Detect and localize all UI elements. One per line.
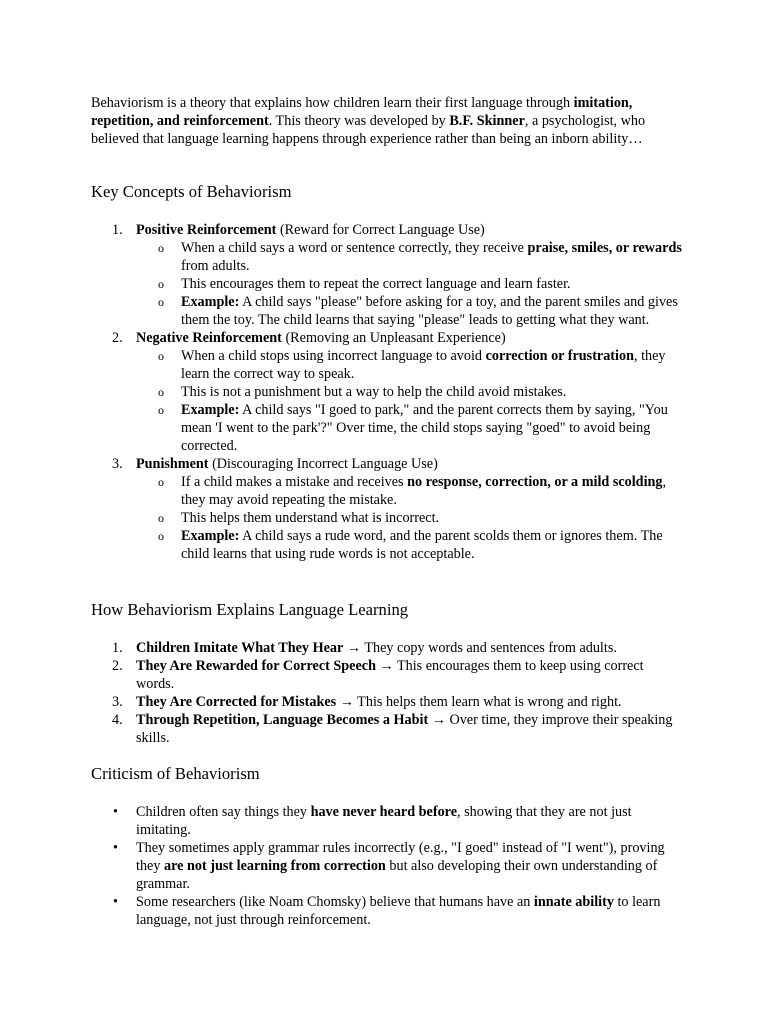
key-concepts-list xyxy=(91,221,683,563)
sub-marker: o xyxy=(158,385,164,399)
arrow-icon: → xyxy=(431,712,446,728)
sub-text: When a child stops using incorrect language to avoid xyxy=(181,348,486,364)
sub-bold: correction or frustration xyxy=(485,348,634,364)
intro-text-1: Behaviorism is a theory that explains how children learn their first language through xyxy=(91,95,574,111)
concept-sublist xyxy=(136,473,683,563)
how-list xyxy=(91,639,683,747)
how-item xyxy=(91,639,683,657)
sub-text: This helps them understand what is incorrect. xyxy=(181,510,440,526)
concept-title: Negative Reinforcement xyxy=(136,330,282,346)
criticism-bold: have never heard before xyxy=(310,804,458,820)
bullet-icon: • xyxy=(113,840,118,856)
sub-item xyxy=(91,383,683,401)
how-heading: How Behaviorism Explains Language Learning xyxy=(91,600,409,619)
key-concepts-heading: Key Concepts of Behaviorism xyxy=(91,182,292,201)
example-label: Example: xyxy=(181,402,240,418)
how-item-bold: Through Repetition, Language Becomes a Habit xyxy=(136,712,429,728)
sub-marker: o xyxy=(158,529,164,543)
concept-sublist xyxy=(136,239,683,329)
criticism-bold: are not just learning from correction xyxy=(163,858,386,874)
sub-marker: o xyxy=(158,403,164,417)
criticism-item xyxy=(91,803,683,839)
how-item xyxy=(91,657,683,693)
how-item xyxy=(91,693,683,711)
concept-item xyxy=(91,221,683,329)
sub-marker: o xyxy=(158,511,164,525)
example-label: Example: xyxy=(181,294,240,310)
intro-bold-2: B.F. Skinner xyxy=(449,113,525,129)
sub-marker: o xyxy=(158,241,164,255)
sub-item xyxy=(91,473,683,509)
sub-text: , they may avoid repeating the mistake. xyxy=(181,474,667,508)
criticism-text: but also developing their own understanding of grammar. xyxy=(136,858,658,892)
sub-text: When a child says a word or sentence correctly, they receive xyxy=(181,240,528,256)
how-item-text: This helps them learn what is wrong and right. xyxy=(353,694,622,710)
how-item-bold: They Are Corrected for Mistakes xyxy=(136,694,337,710)
sub-item xyxy=(91,509,683,527)
how-item xyxy=(91,711,683,747)
intro-bold-1: imitation, repetition, and reinforcement xyxy=(91,95,633,129)
list-number: 3. xyxy=(112,456,123,472)
sub-marker: o xyxy=(158,475,164,489)
list-number: 1. xyxy=(112,222,123,238)
bullet-icon: • xyxy=(113,804,118,820)
list-number: 1. xyxy=(112,640,123,656)
criticism-bold: innate ability xyxy=(533,894,614,910)
arrow-icon: → xyxy=(379,658,394,674)
criticism-text: Some researchers (like Noam Chomsky) believe that humans have an xyxy=(136,894,534,910)
list-number: 3. xyxy=(112,694,123,710)
how-item-text: Over time, they improve their speaking skills. xyxy=(136,712,673,746)
sub-bold: praise, smiles, or rewards xyxy=(527,240,682,256)
sub-marker: o xyxy=(158,277,164,291)
criticism-list xyxy=(91,803,683,929)
sub-text: This is not a punishment but a way to help the child avoid mistakes. xyxy=(181,384,567,400)
intro-text-2: . This theory was developed by xyxy=(268,113,450,129)
concept-subtitle: (Removing an Unpleasant Experience) xyxy=(281,330,506,346)
sub-item xyxy=(91,239,683,275)
sub-text: This encourages them to repeat the correct language and learn faster. xyxy=(181,276,571,292)
intro-paragraph xyxy=(91,94,683,148)
how-item-bold: They Are Rewarded for Correct Speech xyxy=(136,658,376,674)
criticism-list-wrap xyxy=(91,803,683,929)
list-number: 4. xyxy=(112,712,123,728)
concept-title: Punishment xyxy=(136,456,209,472)
how-list-wrap xyxy=(91,639,683,747)
sub-item xyxy=(91,293,683,329)
how-item-text: This encourages them to keep using correct words. xyxy=(136,658,644,692)
document-page xyxy=(91,94,683,928)
sub-item xyxy=(91,527,683,563)
concept-title: Positive Reinforcement xyxy=(136,222,277,238)
sub-item xyxy=(91,275,683,293)
concept-item xyxy=(91,455,683,563)
sub-text: A child says "please" before asking for a toy, and the parent smiles and gives them the toy. The child learns that saying "please" leads to getting what they want. xyxy=(181,294,678,328)
key-concepts-list-wrap xyxy=(91,221,683,563)
sub-text: A child says "I goed to park," and the parent corrects them by saying, "You mean 'I went to the park'?" Over time, the child stops saying "goed" to avoid being corrected. xyxy=(181,402,668,454)
criticism-item xyxy=(91,893,683,929)
list-number: 2. xyxy=(112,658,123,674)
concept-sublist xyxy=(136,347,683,455)
bullet-icon: • xyxy=(113,894,118,910)
concept-subtitle: (Discouraging Incorrect Language Use) xyxy=(208,456,438,472)
sub-text: If a child makes a mistake and receives xyxy=(181,474,408,490)
how-item-bold: Children Imitate What They Hear xyxy=(136,640,344,656)
sub-text: A child says a rude word, and the parent scolds them or ignores them. The child learns that using rude words is not acceptable. xyxy=(181,528,663,562)
criticism-text: , showing that they are not just imitating. xyxy=(136,804,632,838)
sub-marker: o xyxy=(158,295,164,309)
example-label: Example: xyxy=(181,528,240,544)
criticism-text: to learn language, not just through reinforcement. xyxy=(136,894,661,928)
criticism-text: Children often say things they xyxy=(136,804,311,820)
how-item-text: They copy words and sentences from adults. xyxy=(361,640,617,656)
sub-text: from adults. xyxy=(181,258,250,274)
concept-item xyxy=(91,329,683,455)
sub-bold: no response, correction, or a mild scolding xyxy=(407,474,663,490)
arrow-icon: → xyxy=(346,640,362,656)
sub-item xyxy=(91,347,683,383)
arrow-icon: → xyxy=(339,694,354,710)
criticism-item xyxy=(91,839,683,893)
sub-marker: o xyxy=(158,349,164,363)
intro-text-3: , a psychologist, who believed that language learning happens through experience rather than being an inborn ability… xyxy=(91,113,646,147)
list-number: 2. xyxy=(112,330,123,346)
concept-subtitle: (Reward for Correct Language Use) xyxy=(276,222,485,238)
sub-item xyxy=(91,401,683,455)
criticism-heading: Criticism of Behaviorism xyxy=(91,764,260,783)
sub-text: , they learn the correct way to speak. xyxy=(181,348,666,382)
criticism-text: They sometimes apply grammar rules incorrectly (e.g., "I goed" instead of "I went"), proving they xyxy=(136,840,665,874)
